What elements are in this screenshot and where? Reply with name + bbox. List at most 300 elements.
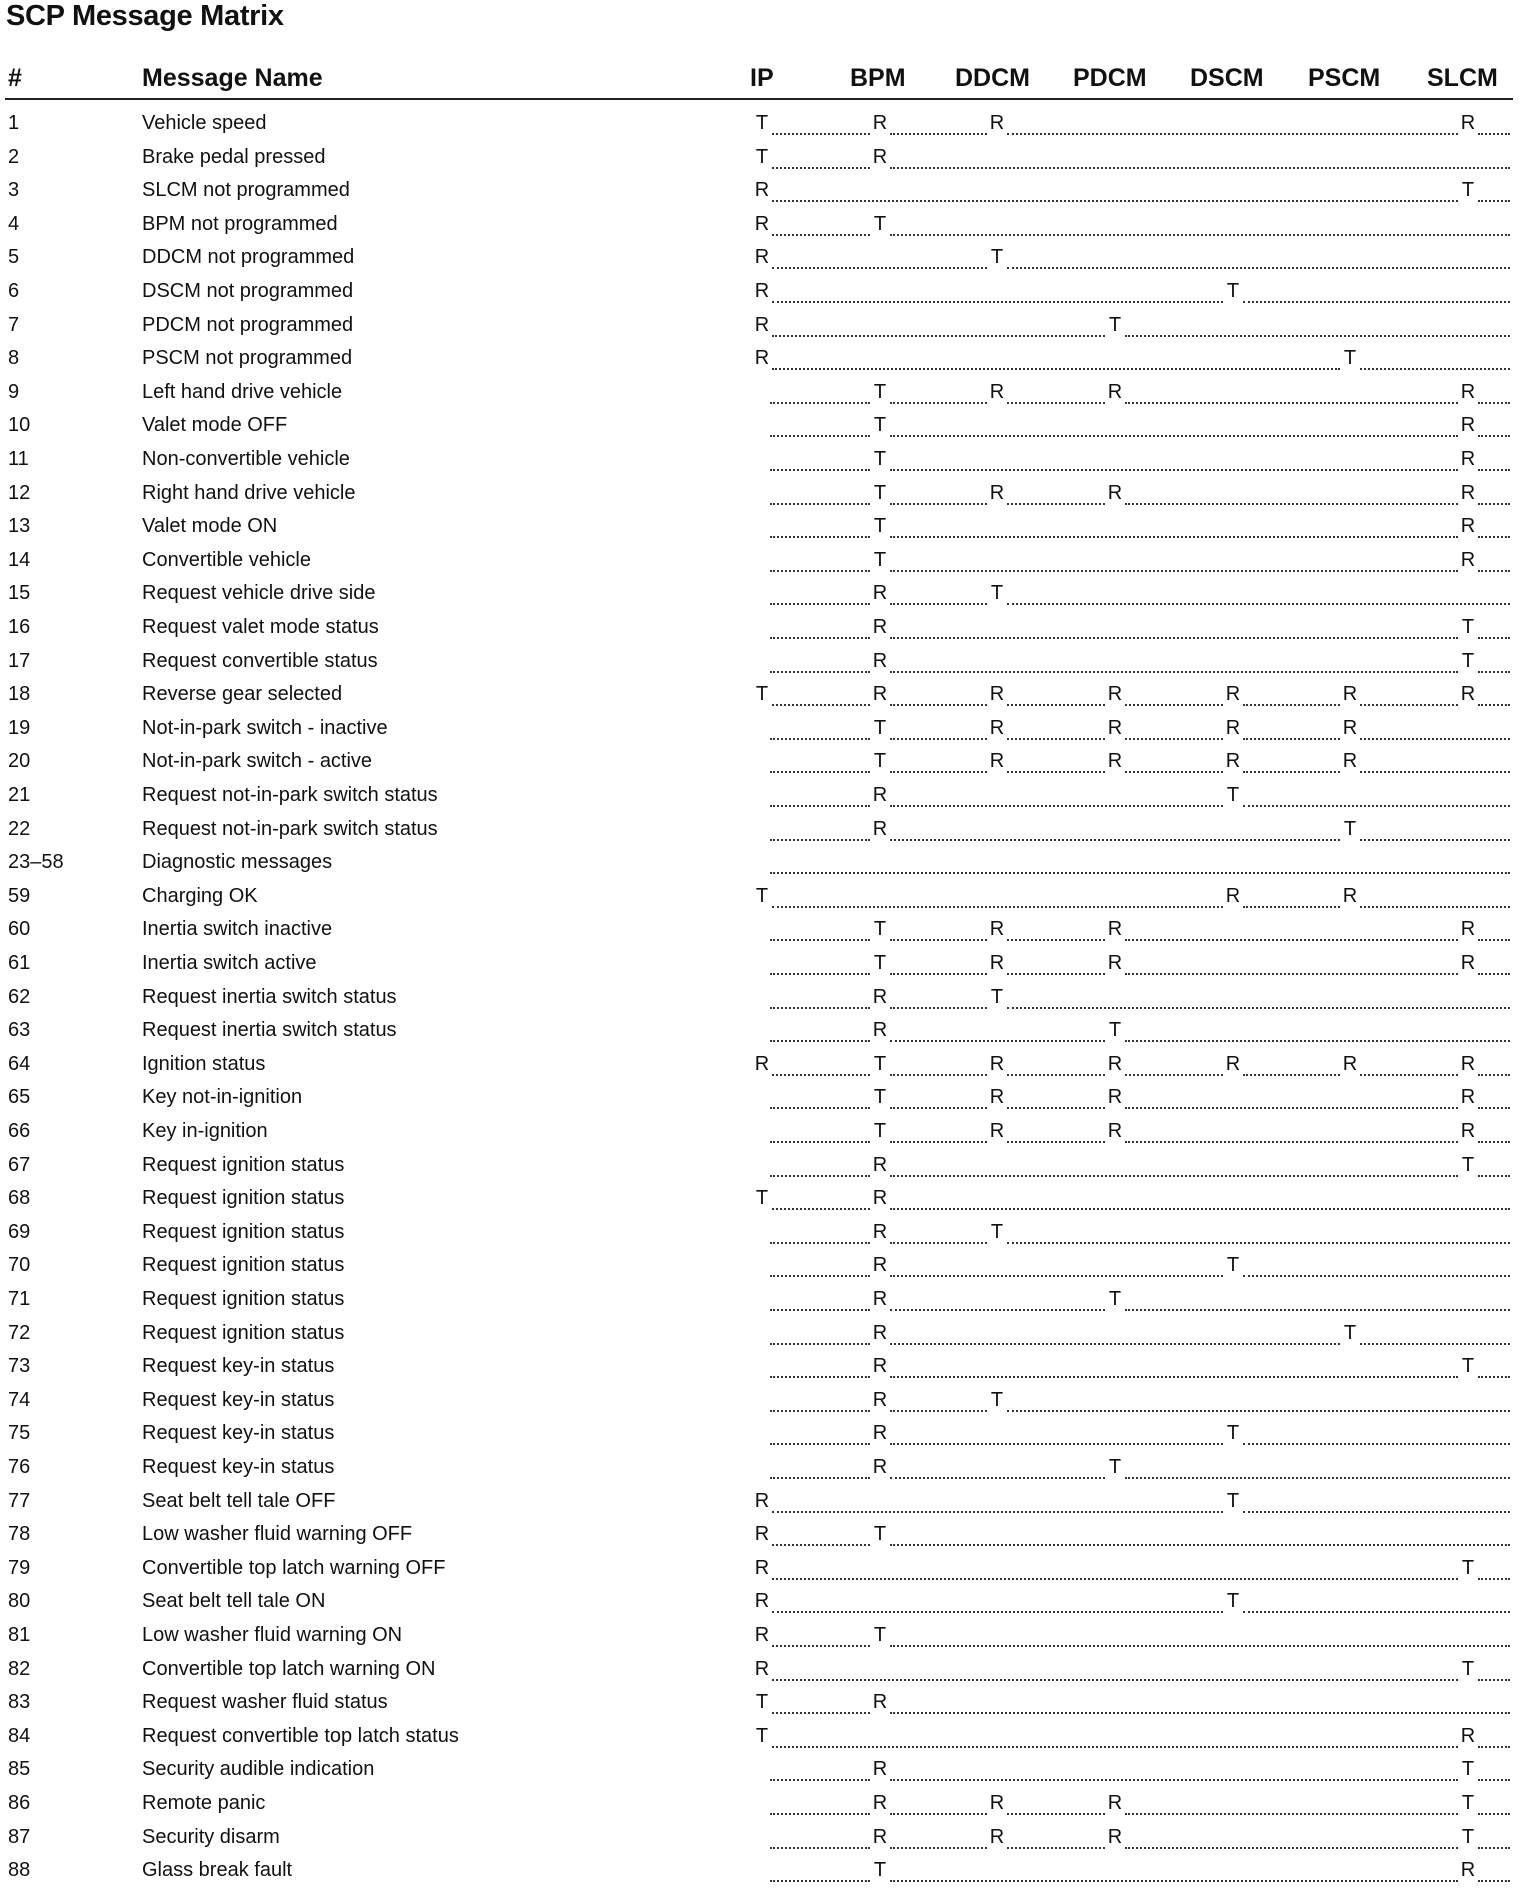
dotted-leader xyxy=(770,872,1510,874)
code-ddcm: T xyxy=(990,582,1004,605)
message-name: Request ignition status xyxy=(142,1321,345,1344)
message-name: Request key-in status xyxy=(142,1456,335,1478)
code-dscm: T xyxy=(1226,1590,1240,1613)
dotted-leader xyxy=(890,1007,987,1009)
header-divider xyxy=(5,98,1513,100)
code-bpm: T xyxy=(873,448,887,470)
dotted-leader xyxy=(772,1679,1458,1681)
dotted-leader xyxy=(1478,1074,1510,1076)
table-row xyxy=(0,1620,1520,1654)
dotted-leader xyxy=(1125,1040,1510,1042)
table-row xyxy=(0,410,1520,444)
dotted-leader xyxy=(1243,906,1340,908)
dotted-leader xyxy=(770,1813,870,1815)
dotted-leader xyxy=(1478,1175,1510,1177)
dotted-leader xyxy=(770,536,870,538)
message-name: Request convertible top latch status xyxy=(142,1724,459,1747)
dotted-leader xyxy=(1360,1074,1458,1076)
code-bpm: T xyxy=(873,414,887,437)
code-ip: T xyxy=(755,884,769,907)
code-bpm: T xyxy=(873,1120,887,1142)
dotted-leader xyxy=(772,267,987,269)
code-bpm: T xyxy=(873,481,887,504)
code-ddcm: R xyxy=(989,683,1005,706)
dotted-leader xyxy=(1243,1275,1510,1277)
message-name: Request key-in status xyxy=(142,1355,335,1378)
dotted-leader xyxy=(890,1779,1458,1781)
code-dscm: R xyxy=(1225,750,1241,773)
row-number: 70 xyxy=(8,1254,31,1277)
message-name: Not-in-park switch - active xyxy=(142,750,373,773)
message-name: Charging OK xyxy=(142,884,258,907)
table-row xyxy=(0,780,1520,814)
dotted-leader xyxy=(890,973,987,975)
dotted-leader xyxy=(890,1376,1458,1378)
dotted-leader xyxy=(1478,1880,1510,1882)
table-header xyxy=(0,58,1520,98)
dotted-leader xyxy=(890,1040,1105,1042)
dotted-leader xyxy=(1007,603,1510,605)
dotted-leader xyxy=(1125,1141,1458,1143)
row-number: 85 xyxy=(8,1758,31,1781)
code-bpm: T xyxy=(873,1086,887,1109)
table-row xyxy=(0,914,1520,948)
dotted-leader xyxy=(890,1242,987,1244)
code-pdcm: T xyxy=(1108,313,1122,336)
dotted-leader xyxy=(890,704,987,706)
dotted-leader xyxy=(770,1376,870,1378)
table-row xyxy=(0,982,1520,1016)
code-slcm: T xyxy=(1461,1355,1475,1378)
code-slcm: R xyxy=(1460,1086,1476,1109)
message-name: DSCM not programmed xyxy=(142,280,354,302)
dotted-leader xyxy=(1478,973,1510,975)
row-number: 66 xyxy=(8,1120,31,1142)
dotted-leader xyxy=(890,234,1510,236)
dotted-leader xyxy=(1007,503,1105,505)
table-row xyxy=(0,276,1520,310)
dotted-leader xyxy=(1007,402,1105,404)
row-number: 82 xyxy=(8,1657,31,1680)
dotted-leader xyxy=(1007,267,1510,269)
dotted-leader xyxy=(772,1645,870,1647)
dotted-leader xyxy=(890,805,1223,807)
row-number: 75 xyxy=(8,1422,31,1445)
message-name: Request not-in-park switch status xyxy=(142,784,438,806)
code-bpm: R xyxy=(872,1187,888,1210)
dotted-leader xyxy=(1243,1511,1510,1513)
message-name: Convertible top latch warning OFF xyxy=(142,1556,446,1579)
row-number: 4 xyxy=(8,212,20,235)
dotted-leader xyxy=(770,839,870,841)
dotted-leader xyxy=(1007,939,1105,941)
code-bpm: R xyxy=(872,1792,888,1814)
code-bpm: R xyxy=(872,145,888,168)
code-bpm: R xyxy=(872,784,888,806)
code-slcm: R xyxy=(1460,481,1476,504)
dotted-leader xyxy=(770,1275,870,1277)
dotted-leader xyxy=(770,1343,870,1345)
row-number: 83 xyxy=(8,1691,31,1714)
message-name: Request valet mode status xyxy=(142,616,379,638)
dotted-leader xyxy=(770,1880,870,1882)
row-number: 10 xyxy=(8,414,31,437)
dotted-leader xyxy=(890,1712,1510,1714)
code-ddcm: R xyxy=(989,1792,1005,1814)
code-bpm: R xyxy=(872,112,888,134)
message-name: Left hand drive vehicle xyxy=(142,380,343,403)
table-row xyxy=(0,612,1520,646)
row-number: 11 xyxy=(8,448,29,470)
code-ddcm: R xyxy=(989,112,1005,134)
code-bpm: R xyxy=(872,1691,888,1714)
dotted-leader xyxy=(890,1443,1223,1445)
dotted-leader xyxy=(1478,1578,1510,1580)
dotted-leader xyxy=(1125,1107,1458,1109)
code-ddcm: T xyxy=(990,985,1004,1008)
row-number: 12 xyxy=(8,481,31,504)
code-slcm: T xyxy=(1461,179,1475,202)
row-number: 14 xyxy=(8,548,31,571)
table-row xyxy=(0,1183,1520,1217)
dotted-leader xyxy=(1478,1376,1510,1378)
dotted-leader xyxy=(772,301,1223,303)
code-bpm: R xyxy=(872,1388,888,1411)
code-pdcm: R xyxy=(1107,716,1123,739)
message-name: Inertia switch inactive xyxy=(142,918,333,941)
dotted-leader xyxy=(770,771,870,773)
dotted-leader xyxy=(1007,1107,1105,1109)
message-name: Request not-in-park switch status xyxy=(142,817,438,840)
row-number: 1 xyxy=(8,112,20,134)
message-name: Request inertia switch status xyxy=(142,985,397,1008)
code-bpm: R xyxy=(872,1456,888,1478)
dotted-leader xyxy=(890,469,1458,471)
code-bpm: R xyxy=(872,1825,888,1848)
message-name: Low washer fluid warning OFF xyxy=(142,1523,413,1546)
code-dscm: R xyxy=(1225,884,1241,907)
dotted-leader xyxy=(772,704,870,706)
dotted-leader xyxy=(890,603,987,605)
message-name: Reverse gear selected xyxy=(142,683,343,706)
row-number: 59 xyxy=(8,884,31,907)
dotted-leader xyxy=(890,1410,987,1412)
code-bpm: R xyxy=(872,582,888,605)
table-row xyxy=(0,1687,1520,1721)
code-ddcm: R xyxy=(989,918,1005,941)
dotted-leader xyxy=(770,738,870,740)
code-bpm: R xyxy=(872,1422,888,1445)
row-number: 62 xyxy=(8,985,31,1008)
dotted-leader xyxy=(770,1779,870,1781)
row-number: 19 xyxy=(8,716,31,739)
header-num: # xyxy=(8,64,22,92)
dotted-leader xyxy=(1125,704,1223,706)
dotted-leader xyxy=(1243,805,1510,807)
row-number: 76 xyxy=(8,1456,31,1478)
code-pscm: R xyxy=(1342,750,1358,773)
code-slcm: R xyxy=(1460,380,1476,403)
code-ip: T xyxy=(755,112,769,134)
table-row xyxy=(0,881,1520,915)
code-ip: R xyxy=(754,1590,770,1613)
dotted-leader xyxy=(770,1242,870,1244)
dotted-leader xyxy=(1478,402,1510,404)
dotted-leader xyxy=(1007,1242,1510,1244)
row-number: 73 xyxy=(8,1355,31,1378)
code-ip: T xyxy=(755,1187,769,1210)
code-ip: R xyxy=(754,246,770,269)
message-name: Key in-ignition xyxy=(142,1120,268,1142)
dotted-leader xyxy=(1243,1443,1510,1445)
code-pdcm: T xyxy=(1108,1019,1122,1042)
table-row xyxy=(0,1049,1520,1083)
message-name: Remote panic xyxy=(142,1792,266,1814)
table-row xyxy=(0,1553,1520,1587)
table-row xyxy=(0,1351,1520,1385)
code-pdcm: T xyxy=(1108,1288,1122,1310)
row-number: 22 xyxy=(8,817,31,840)
code-bpm: R xyxy=(872,1355,888,1378)
table-row xyxy=(0,343,1520,377)
code-slcm: R xyxy=(1460,515,1476,538)
dotted-leader xyxy=(890,435,1458,437)
dotted-leader xyxy=(1125,738,1223,740)
message-name: Request vehicle drive side xyxy=(142,582,376,605)
dotted-leader xyxy=(1478,671,1510,673)
dotted-leader xyxy=(890,671,1458,673)
code-ip: T xyxy=(755,1724,769,1747)
dotted-leader xyxy=(1007,1847,1105,1849)
message-name: Request inertia switch status xyxy=(142,1019,397,1042)
dotted-leader xyxy=(1360,704,1458,706)
dotted-leader xyxy=(1007,1074,1105,1076)
code-pdcm: R xyxy=(1107,918,1123,941)
code-bpm: T xyxy=(873,1052,887,1075)
dotted-leader xyxy=(1478,704,1510,706)
code-slcm: R xyxy=(1460,918,1476,941)
header-slcm: SLCM xyxy=(1427,64,1498,92)
row-number: 13 xyxy=(8,515,31,538)
message-name: Seat belt tell tale OFF xyxy=(142,1489,336,1512)
dotted-leader xyxy=(890,1275,1223,1277)
message-name: PSCM not programmed xyxy=(142,347,353,370)
code-ip: R xyxy=(754,280,770,302)
table-row xyxy=(0,814,1520,848)
header-bpm: BPM xyxy=(850,64,906,92)
dotted-leader xyxy=(1125,973,1458,975)
code-pscm: R xyxy=(1342,884,1358,907)
message-name: SLCM not programmed xyxy=(142,179,350,202)
table-row xyxy=(0,1385,1520,1419)
dotted-leader xyxy=(1125,503,1458,505)
code-pdcm: R xyxy=(1107,380,1123,403)
row-number: 67 xyxy=(8,1153,31,1176)
row-number: 20 xyxy=(8,750,31,773)
table-row xyxy=(0,1519,1520,1553)
code-pdcm: R xyxy=(1107,952,1123,974)
code-bpm: T xyxy=(873,380,887,403)
dotted-leader xyxy=(770,1847,870,1849)
row-number: 3 xyxy=(8,179,20,202)
code-bpm: R xyxy=(872,1019,888,1042)
code-slcm: T xyxy=(1461,1556,1475,1579)
dotted-leader xyxy=(770,1309,870,1311)
table-row xyxy=(0,1217,1520,1251)
code-pdcm: R xyxy=(1107,1825,1123,1848)
dotted-leader xyxy=(890,939,987,941)
code-ddcm: R xyxy=(989,1825,1005,1848)
header-ip: IP xyxy=(750,64,774,92)
code-ip: R xyxy=(754,1052,770,1075)
dotted-leader xyxy=(1125,1847,1458,1849)
dotted-leader xyxy=(770,1141,870,1143)
dotted-leader xyxy=(890,839,1340,841)
table-row xyxy=(0,377,1520,411)
dotted-leader xyxy=(1007,973,1105,975)
code-ip: R xyxy=(754,1523,770,1546)
row-number: 15 xyxy=(8,582,31,605)
code-ip: R xyxy=(754,1657,770,1680)
code-ip: R xyxy=(754,313,770,336)
dotted-leader xyxy=(772,1712,870,1714)
dotted-leader xyxy=(1478,1107,1510,1109)
code-ip: R xyxy=(754,347,770,370)
dotted-leader xyxy=(1360,368,1510,370)
code-slcm: R xyxy=(1460,683,1476,706)
code-bpm: R xyxy=(872,683,888,706)
dotted-leader xyxy=(1125,335,1510,337)
code-slcm: R xyxy=(1460,1120,1476,1142)
dotted-leader xyxy=(890,1813,987,1815)
code-bpm: T xyxy=(873,750,887,773)
table-row xyxy=(0,1318,1520,1352)
code-dscm: R xyxy=(1225,683,1241,706)
dotted-leader xyxy=(1243,771,1340,773)
table-row xyxy=(0,948,1520,982)
message-name: BPM not programmed xyxy=(142,212,338,235)
code-slcm: T xyxy=(1461,1657,1475,1680)
message-name: Glass break fault xyxy=(142,1859,293,1882)
code-bpm: R xyxy=(872,649,888,672)
dotted-leader xyxy=(890,637,1458,639)
header-pscm: PSCM xyxy=(1308,64,1381,92)
row-number: 7 xyxy=(8,313,20,336)
dotted-leader xyxy=(772,906,1223,908)
dotted-leader xyxy=(772,1611,1223,1613)
table-row xyxy=(0,1116,1520,1150)
code-bpm: T xyxy=(873,515,887,538)
row-number: 64 xyxy=(8,1052,31,1075)
code-ip: T xyxy=(755,145,769,168)
dotted-leader xyxy=(770,671,870,673)
row-number: 74 xyxy=(8,1388,31,1411)
dotted-leader xyxy=(1360,1343,1510,1345)
code-pdcm: R xyxy=(1107,481,1123,504)
dotted-leader xyxy=(1478,1847,1510,1849)
dotted-leader xyxy=(1360,738,1510,740)
dotted-leader xyxy=(1125,1477,1510,1479)
code-bpm: R xyxy=(872,1220,888,1243)
message-name: Valet mode OFF xyxy=(142,414,288,437)
table-row xyxy=(0,1754,1520,1788)
message-name: Low washer fluid warning ON xyxy=(142,1624,403,1646)
message-name: Non-convertible vehicle xyxy=(142,448,350,470)
dotted-leader xyxy=(772,1208,870,1210)
code-ddcm: R xyxy=(989,716,1005,739)
dotted-leader xyxy=(1125,771,1223,773)
code-dscm: T xyxy=(1226,784,1240,806)
dotted-leader xyxy=(890,738,987,740)
table-row xyxy=(0,646,1520,680)
dotted-leader xyxy=(890,503,987,505)
dotted-leader xyxy=(770,570,870,572)
message-name: Request ignition status xyxy=(142,1220,345,1243)
dotted-leader xyxy=(772,335,1105,337)
dotted-leader xyxy=(1243,738,1340,740)
dotted-leader xyxy=(1478,435,1510,437)
dotted-leader xyxy=(770,973,870,975)
message-name: Convertible vehicle xyxy=(142,548,311,571)
table-row xyxy=(0,746,1520,780)
code-slcm: R xyxy=(1460,112,1476,134)
code-bpm: T xyxy=(873,952,887,974)
dotted-leader xyxy=(1360,906,1510,908)
code-pscm: T xyxy=(1343,1321,1357,1344)
message-name: Brake pedal pressed xyxy=(142,145,326,168)
code-ddcm: R xyxy=(989,750,1005,773)
dotted-leader xyxy=(1478,536,1510,538)
code-ip: R xyxy=(754,1489,770,1512)
table-row xyxy=(0,242,1520,276)
code-bpm: R xyxy=(872,1321,888,1344)
code-bpm: T xyxy=(873,1859,887,1882)
dotted-leader xyxy=(772,1511,1223,1513)
code-ddcm: T xyxy=(990,246,1004,269)
row-number: 72 xyxy=(8,1321,31,1344)
code-bpm: R xyxy=(872,1758,888,1781)
dotted-leader xyxy=(890,1141,987,1143)
code-slcm: R xyxy=(1460,414,1476,437)
code-bpm: T xyxy=(873,1624,887,1646)
dotted-leader xyxy=(1478,200,1510,202)
row-number: 81 xyxy=(8,1624,31,1646)
code-slcm: R xyxy=(1460,1724,1476,1747)
dotted-leader xyxy=(772,1578,1458,1580)
message-name: Request ignition status xyxy=(142,1288,345,1310)
table-row xyxy=(0,478,1520,512)
code-pdcm: R xyxy=(1107,1086,1123,1109)
dotted-leader xyxy=(770,469,870,471)
code-ddcm: R xyxy=(989,1086,1005,1109)
dotted-leader xyxy=(1478,939,1510,941)
message-name: Request ignition status xyxy=(142,1187,345,1210)
code-ddcm: R xyxy=(989,1120,1005,1142)
message-name: Convertible top latch warning ON xyxy=(142,1657,436,1680)
dotted-leader xyxy=(770,637,870,639)
code-bpm: T xyxy=(873,212,887,235)
message-name: Security disarm xyxy=(142,1825,280,1848)
code-pscm: R xyxy=(1342,716,1358,739)
message-name: Request ignition status xyxy=(142,1153,345,1176)
message-name: Request key-in status xyxy=(142,1388,335,1411)
header-message-name: Message Name xyxy=(142,64,323,92)
dotted-leader xyxy=(890,1343,1340,1345)
row-number: 6 xyxy=(8,280,20,302)
table-row xyxy=(0,713,1520,747)
table-row xyxy=(0,1015,1520,1049)
message-name: Vehicle speed xyxy=(142,112,267,134)
